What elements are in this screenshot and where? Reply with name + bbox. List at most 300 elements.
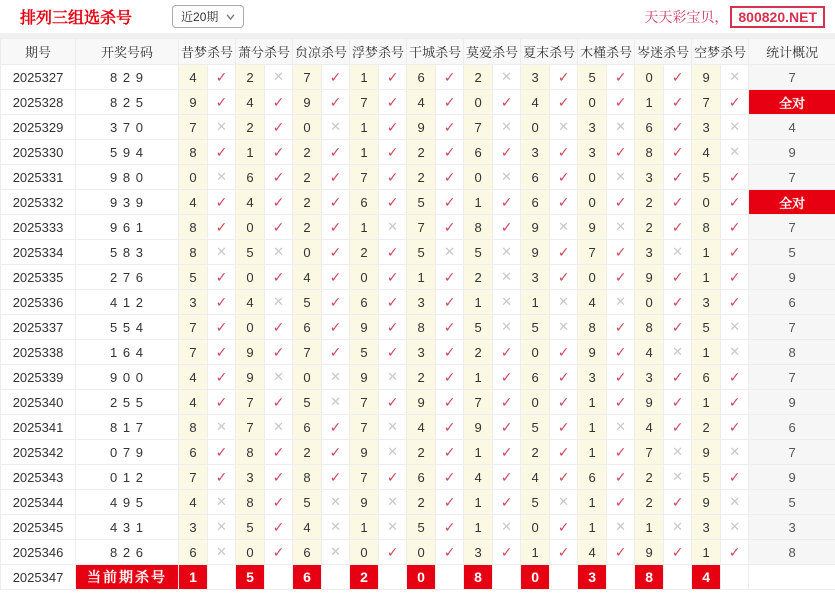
- kill-mark-cell: [436, 190, 464, 215]
- check-icon: ✓: [557, 393, 570, 410]
- stats-cell: 7: [749, 165, 835, 190]
- check-icon: ✓: [215, 443, 228, 460]
- kill-mark-cell: [436, 165, 464, 190]
- stats-cell: 9: [749, 265, 835, 290]
- check-icon: ✓: [215, 293, 228, 310]
- check-icon: ✓: [443, 218, 456, 235]
- kill-mark-cell: [607, 340, 635, 365]
- draw-numbers-cell: 8 1 7: [76, 415, 179, 440]
- kill-number-cell: 5: [179, 265, 208, 290]
- kill-mark-cell: [379, 315, 407, 340]
- cross-icon: ✕: [615, 219, 627, 234]
- all-correct-badge: 全对: [749, 190, 835, 215]
- draw-numbers-cell: 8 2 6: [76, 540, 179, 565]
- kill-mark-cell: [493, 490, 521, 515]
- check-icon: ✓: [272, 93, 285, 110]
- cross-icon: ✕: [615, 419, 627, 434]
- kill-number-cell: 9: [578, 340, 607, 365]
- kill-mark-cell: [550, 265, 578, 290]
- kill-number-cell: 6: [350, 290, 379, 315]
- kill-number-cell: 6: [464, 140, 493, 165]
- check-icon: ✓: [500, 493, 513, 510]
- kill-mark-cell: [664, 340, 692, 365]
- check-icon: ✓: [671, 393, 684, 410]
- kill-mark-cell: [322, 290, 350, 315]
- check-icon: ✓: [443, 168, 456, 185]
- cross-icon: ✕: [501, 244, 513, 259]
- kill-number-cell: 2: [635, 465, 664, 490]
- kill-number-cell: 0: [521, 340, 550, 365]
- check-icon: ✓: [500, 218, 513, 235]
- kill-number-cell: 0: [236, 265, 265, 290]
- kill-mark-cell: [721, 465, 749, 490]
- kill-number-cell: 4: [179, 65, 208, 90]
- kill-mark-cell: [550, 465, 578, 490]
- check-icon: ✓: [329, 143, 342, 160]
- period-cell: 2025338: [1, 340, 76, 365]
- kill-number-cell: 7: [635, 440, 664, 465]
- kill-mark-cell: [379, 140, 407, 165]
- kill-mark-cell: [436, 515, 464, 540]
- check-icon: ✓: [329, 293, 342, 310]
- kill-mark-cell: [664, 565, 692, 590]
- check-icon: ✓: [728, 543, 741, 560]
- check-icon: ✓: [272, 168, 285, 185]
- cross-icon: ✕: [387, 519, 398, 534]
- kill-mark-cell: [607, 140, 635, 165]
- check-icon: ✓: [443, 368, 456, 385]
- kill-number-cell: 2: [635, 215, 664, 240]
- cross-icon: ✕: [216, 119, 227, 134]
- check-icon: ✓: [500, 393, 513, 410]
- check-icon: ✓: [329, 168, 342, 185]
- check-icon: ✓: [386, 193, 399, 210]
- col-header-kill: 莫爱杀号: [464, 39, 521, 65]
- draw-numbers-cell: 9 6 1: [76, 215, 179, 240]
- period-cell: 2025331: [1, 165, 76, 190]
- period-cell: 2025342: [1, 440, 76, 465]
- period-range-select[interactable]: [172, 5, 244, 28]
- kill-mark-cell: [322, 490, 350, 515]
- check-icon: ✓: [614, 268, 627, 285]
- draw-numbers-cell: 4 9 5: [76, 490, 179, 515]
- kill-number-cell: 3: [464, 540, 493, 565]
- top-bar: [0, 0, 835, 33]
- kill-number-cell: 1: [464, 440, 493, 465]
- kill-number-cell: 9: [350, 440, 379, 465]
- check-icon: ✓: [671, 193, 684, 210]
- kill-number-cell: 2: [350, 240, 379, 265]
- kill-number-cell: 3: [521, 140, 550, 165]
- cross-icon: ✕: [729, 344, 741, 359]
- kill-number-cell: 5: [692, 465, 721, 490]
- kill-number-cell: 1: [692, 340, 721, 365]
- check-icon: ✓: [272, 318, 285, 335]
- cross-icon: ✕: [501, 169, 513, 184]
- kill-number-cell: 1: [521, 290, 550, 315]
- kill-mark-cell: [664, 240, 692, 265]
- kill-mark-cell: [664, 290, 692, 315]
- table-row: [1, 490, 835, 515]
- kill-mark-cell: [721, 315, 749, 340]
- kill-number-cell: 9: [692, 490, 721, 515]
- kill-number-cell: 9: [293, 90, 322, 115]
- kill-number-cell: 0: [350, 540, 379, 565]
- kill-number-cell: 8: [578, 315, 607, 340]
- kill-mark-cell: [379, 165, 407, 190]
- kill-mark-cell: [550, 440, 578, 465]
- kill-number-cell: 2: [293, 215, 322, 240]
- promo-site-link[interactable]: 800820.NET: [730, 6, 825, 28]
- check-icon: ✓: [500, 443, 513, 460]
- kill-mark-cell: [379, 115, 407, 140]
- kill-number-cell: 9: [350, 365, 379, 390]
- kill-mark-cell: [208, 365, 236, 390]
- kill-mark-cell: [379, 540, 407, 565]
- kill-mark-cell: [550, 340, 578, 365]
- cross-icon: ✕: [501, 269, 513, 284]
- check-icon: ✓: [272, 518, 285, 535]
- kill-mark-cell: [265, 90, 293, 115]
- table-row: [1, 515, 835, 540]
- kill-number-cell: 7: [179, 315, 208, 340]
- check-icon: ✓: [671, 293, 684, 310]
- kill-number-cell: 3: [578, 140, 607, 165]
- check-icon: ✓: [500, 143, 513, 160]
- kill-mark-cell: [493, 265, 521, 290]
- kill-mark-cell: [550, 165, 578, 190]
- check-icon: ✓: [728, 243, 741, 260]
- cross-icon: ✕: [387, 444, 398, 459]
- kill-mark-cell: [607, 265, 635, 290]
- table-row: [1, 390, 835, 415]
- check-icon: ✓: [500, 343, 513, 360]
- kill-mark-cell: [208, 490, 236, 515]
- kill-number-cell: 2: [464, 340, 493, 365]
- kill-mark-cell: [436, 565, 464, 590]
- check-icon: ✓: [614, 193, 627, 210]
- kill-number-cell: 0: [578, 265, 607, 290]
- check-icon: ✓: [329, 193, 342, 210]
- kill-number-cell: 2: [293, 190, 322, 215]
- kill-number-cell: 3: [521, 65, 550, 90]
- check-icon: ✓: [728, 193, 741, 210]
- kill-mark-cell: [664, 215, 692, 240]
- kill-mark-cell: [493, 240, 521, 265]
- kill-mark-cell: [208, 90, 236, 115]
- kill-mark-cell: [664, 115, 692, 140]
- kill-number-cell: 7: [179, 115, 208, 140]
- table-row: [1, 465, 835, 490]
- kill-mark-cell: [265, 115, 293, 140]
- kill-mark-cell: [265, 240, 293, 265]
- check-icon: ✓: [443, 293, 456, 310]
- kill-mark-cell: [379, 415, 407, 440]
- kill-mark-cell: [493, 515, 521, 540]
- cross-icon: ✕: [558, 219, 570, 234]
- kill-mark-cell: [436, 90, 464, 115]
- col-header-kill: 岑迷杀号: [635, 39, 692, 65]
- draw-numbers-cell: 2 7 6: [76, 265, 179, 290]
- kill-number-cell: 0: [635, 290, 664, 315]
- kill-number-cell: 5: [692, 165, 721, 190]
- kill-number-table: [0, 38, 835, 590]
- table-row: [1, 340, 835, 365]
- kill-mark-cell: [322, 140, 350, 165]
- period-cell: 2025340: [1, 390, 76, 415]
- check-icon: ✓: [557, 268, 570, 285]
- kill-mark-cell: [265, 440, 293, 465]
- kill-mark-cell: [664, 140, 692, 165]
- check-icon: ✓: [500, 93, 513, 110]
- check-icon: ✓: [443, 143, 456, 160]
- kill-mark-cell: [265, 190, 293, 215]
- kill-mark-cell: [721, 440, 749, 465]
- kill-mark-cell: [493, 140, 521, 165]
- check-icon: ✓: [671, 418, 684, 435]
- kill-mark-cell: [721, 515, 749, 540]
- check-icon: ✓: [557, 418, 570, 435]
- table-row: [1, 440, 835, 465]
- kill-mark-cell: [208, 340, 236, 365]
- check-icon: ✓: [215, 393, 228, 410]
- kill-mark-cell: [607, 540, 635, 565]
- kill-mark-cell: [721, 115, 749, 140]
- kill-mark-cell: [208, 215, 236, 240]
- period-cell: 2025330: [1, 140, 76, 165]
- kill-number-cell: 5: [692, 315, 721, 340]
- period-cell: 2025336: [1, 290, 76, 315]
- cross-icon: ✕: [273, 244, 284, 259]
- check-icon: ✓: [728, 368, 741, 385]
- check-icon: ✓: [728, 218, 741, 235]
- stats-cell: 9: [749, 390, 835, 415]
- kill-number-cell: 4: [179, 190, 208, 215]
- kill-number-cell: 8: [179, 240, 208, 265]
- kill-number-cell: 7: [236, 415, 265, 440]
- cross-icon: ✕: [501, 119, 513, 134]
- kill-number-cell: 7: [464, 115, 493, 140]
- kill-mark-cell: [379, 440, 407, 465]
- kill-number-cell: 1: [578, 440, 607, 465]
- kill-number-cell: 6: [293, 540, 322, 565]
- kill-number-cell: 4: [521, 465, 550, 490]
- cross-icon: ✕: [615, 294, 627, 309]
- kill-mark-cell: [208, 465, 236, 490]
- check-icon: ✓: [215, 218, 228, 235]
- check-icon: ✓: [272, 143, 285, 160]
- promo-banner: [644, 6, 825, 28]
- kill-mark-cell: [550, 515, 578, 540]
- cross-icon: ✕: [672, 519, 684, 534]
- check-icon: ✓: [272, 218, 285, 235]
- kill-number-cell: 3: [635, 365, 664, 390]
- kill-mark-cell: [721, 340, 749, 365]
- kill-number-cell: 9: [692, 440, 721, 465]
- check-icon: ✓: [215, 318, 228, 335]
- kill-mark-cell: [322, 240, 350, 265]
- kill-number-cell: 9: [236, 340, 265, 365]
- kill-number-cell: 1: [692, 240, 721, 265]
- check-icon: ✓: [272, 443, 285, 460]
- check-icon: ✓: [443, 268, 456, 285]
- kill-number-cell: 4: [635, 340, 664, 365]
- kill-mark-cell: [493, 565, 521, 590]
- check-icon: ✓: [671, 268, 684, 285]
- check-icon: ✓: [386, 118, 399, 135]
- col-header-kill: 贠凉杀号: [293, 39, 350, 65]
- kill-mark-cell: [664, 415, 692, 440]
- kill-mark-cell: [208, 115, 236, 140]
- check-icon: ✓: [443, 193, 456, 210]
- check-icon: ✓: [443, 443, 456, 460]
- kill-number-cell: 0: [464, 165, 493, 190]
- cross-icon: ✕: [615, 519, 627, 534]
- kill-number-cell: 6: [179, 440, 208, 465]
- kill-number-cell: 1: [464, 365, 493, 390]
- period-cell: 2025344: [1, 490, 76, 515]
- kill-mark-cell: [322, 165, 350, 190]
- check-icon: ✓: [329, 268, 342, 285]
- kill-number-cell: 5: [236, 515, 265, 540]
- kill-number-cell: 5: [407, 240, 436, 265]
- kill-number-cell: 4: [179, 390, 208, 415]
- kill-mark-cell: [208, 65, 236, 90]
- check-icon: ✓: [728, 268, 741, 285]
- kill-mark-cell: [322, 340, 350, 365]
- current-period-row: [1, 565, 835, 590]
- kill-mark-cell: [265, 340, 293, 365]
- kill-number-cell: 7: [293, 65, 322, 90]
- col-header-kill: 昔梦杀号: [179, 39, 236, 65]
- kill-mark-cell: [436, 365, 464, 390]
- kill-number-cell: 9: [635, 265, 664, 290]
- kill-number-cell: 0: [464, 90, 493, 115]
- kill-mark-cell: [322, 315, 350, 340]
- kill-mark-cell: [379, 190, 407, 215]
- period-cell: 2025329: [1, 115, 76, 140]
- cross-icon: ✕: [330, 119, 341, 134]
- kill-number-cell: 2: [464, 265, 493, 290]
- kill-mark-cell: [322, 540, 350, 565]
- col-header-kill: 木槿杀号: [578, 39, 635, 65]
- kill-number-cell: 2: [407, 140, 436, 165]
- kill-mark-cell: [322, 265, 350, 290]
- draw-numbers-cell: 9 8 0: [76, 165, 179, 190]
- kill-mark-cell: [322, 65, 350, 90]
- check-icon: ✓: [272, 468, 285, 485]
- check-icon: ✓: [215, 193, 228, 210]
- kill-number-cell: 0: [350, 265, 379, 290]
- check-icon: ✓: [614, 468, 627, 485]
- kill-mark-cell: [265, 65, 293, 90]
- kill-mark-cell: [721, 565, 749, 590]
- check-icon: ✓: [728, 293, 741, 310]
- check-icon: ✓: [272, 543, 285, 560]
- kill-number-cell: 1: [464, 290, 493, 315]
- check-icon: ✓: [614, 393, 627, 410]
- kill-mark-cell: [265, 165, 293, 190]
- check-icon: ✓: [386, 318, 399, 335]
- kill-number-cell: 4: [293, 265, 322, 290]
- cross-icon: ✕: [216, 519, 227, 534]
- check-icon: ✓: [614, 543, 627, 560]
- draw-numbers-cell: 9 0 0: [76, 365, 179, 390]
- check-icon: ✓: [215, 368, 228, 385]
- cross-icon: ✕: [330, 544, 341, 559]
- kill-mark-cell: [379, 290, 407, 315]
- kill-number-cell: 1: [464, 490, 493, 515]
- kill-mark-cell: [664, 190, 692, 215]
- check-icon: ✓: [215, 68, 228, 85]
- stats-cell: 9: [749, 465, 835, 490]
- kill-mark-cell: [265, 315, 293, 340]
- kill-mark-cell: [379, 515, 407, 540]
- kill-number-cell: 8: [236, 440, 265, 465]
- kill-mark-cell: [493, 215, 521, 240]
- kill-mark-cell: [721, 215, 749, 240]
- kill-mark-cell: [208, 165, 236, 190]
- kill-mark-cell: [265, 140, 293, 165]
- current-kill-number-cell: 8: [635, 565, 664, 590]
- kill-mark-cell: [379, 65, 407, 90]
- check-icon: ✓: [443, 93, 456, 110]
- cross-icon: ✕: [387, 419, 398, 434]
- kill-number-cell: 9: [578, 215, 607, 240]
- check-icon: ✓: [500, 418, 513, 435]
- kill-number-cell: 2: [464, 65, 493, 90]
- kill-number-cell: 9: [464, 415, 493, 440]
- check-icon: ✓: [557, 518, 570, 535]
- kill-number-cell: 3: [179, 515, 208, 540]
- kill-mark-cell: [493, 340, 521, 365]
- kill-mark-cell: [322, 565, 350, 590]
- kill-mark-cell: [493, 465, 521, 490]
- cross-icon: ✕: [672, 344, 684, 359]
- col-header-kill: 浮梦杀号: [350, 39, 407, 65]
- kill-mark-cell: [436, 440, 464, 465]
- kill-mark-cell: [436, 465, 464, 490]
- kill-mark-cell: [550, 490, 578, 515]
- kill-mark-cell: [607, 440, 635, 465]
- cross-icon: ✕: [273, 419, 284, 434]
- kill-mark-cell: [607, 365, 635, 390]
- current-kill-number-cell: 8: [464, 565, 493, 590]
- check-icon: ✓: [443, 418, 456, 435]
- cross-icon: ✕: [501, 319, 513, 334]
- stats-cell: 7: [749, 440, 835, 465]
- kill-number-cell: 1: [578, 415, 607, 440]
- kill-mark-cell: [493, 440, 521, 465]
- check-icon: ✓: [557, 343, 570, 360]
- table-row: [1, 240, 835, 265]
- draw-numbers-cell: 0 1 2: [76, 465, 179, 490]
- check-icon: ✓: [500, 368, 513, 385]
- kill-mark-cell: [550, 390, 578, 415]
- kill-number-cell: 2: [236, 115, 265, 140]
- kill-mark-cell: [550, 415, 578, 440]
- kill-number-cell: 5: [578, 65, 607, 90]
- cross-icon: ✕: [273, 294, 284, 309]
- kill-mark-cell: [607, 190, 635, 215]
- kill-mark-cell: [436, 140, 464, 165]
- kill-number-cell: 4: [578, 540, 607, 565]
- kill-number-cell: 7: [578, 240, 607, 265]
- kill-mark-cell: [208, 415, 236, 440]
- table-row: [1, 540, 835, 565]
- kill-number-cell: 7: [464, 390, 493, 415]
- kill-mark-cell: [436, 415, 464, 440]
